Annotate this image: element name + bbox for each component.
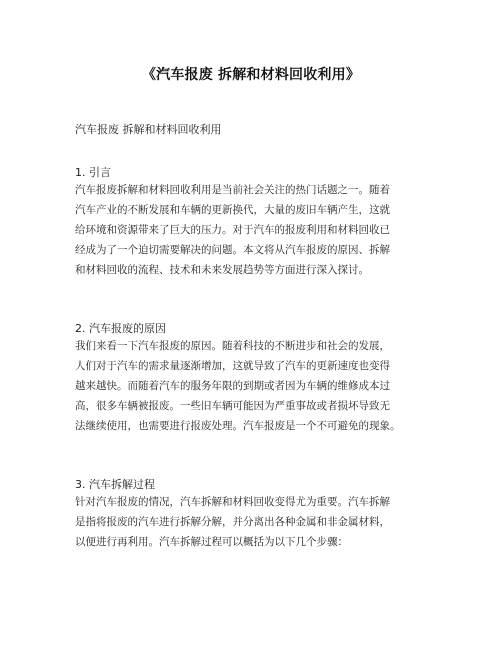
paragraph-line: 经成为了一个迫切需要解决的问题。本文将从汽车报废的原因、拆解	[75, 244, 390, 256]
paragraph-line: 给环境和资源带来了巨大的压力。对于汽车的报废利用和材料回收已	[75, 224, 390, 236]
paragraph-line: 汽车报废拆解和材料回收利用是当前社会关注的热门话题之一。随着	[75, 184, 390, 196]
document-subtitle: 汽车报废 拆解和材料回收利用	[75, 123, 222, 136]
paragraph-line: 高，很多车辆被报废。一些旧车辆可能因为严重事故或者损坏导致无	[75, 400, 390, 412]
section-paragraph-scrapping-reasons	[75, 336, 455, 436]
section-heading-scrapping-reasons: 2. 汽车报废的原因	[75, 322, 166, 335]
section-paragraph-dismantling-process	[75, 492, 455, 552]
paragraph-line: 针对汽车报废的情况，汽车拆解和材料回收变得尤为重要。汽车拆解	[75, 496, 390, 508]
section-paragraph-introduction	[75, 180, 455, 280]
document-title: 《汽车报废 拆解和材料回收利用》	[141, 67, 361, 83]
paragraph-line: 越来越快。而随着汽车的服务年限的到期或者因为车辆的维修成本过	[75, 380, 390, 392]
paragraph-line: 法继续使用，也需要进行报废处理。汽车报废是一个不可避免的现象。	[75, 420, 401, 432]
paragraph-line: 和材料回收的流程、技术和未来发展趋势等方面进行深入探讨。	[75, 264, 369, 276]
section-heading-introduction: 1. 引言	[75, 166, 111, 179]
section-heading-dismantling-process: 3. 汽车拆解过程	[75, 478, 155, 491]
paragraph-line: 是指将报废的汽车进行拆解分解，并分离出各种金属和非金属材料，	[75, 516, 390, 528]
paragraph-line: 汽车产业的不断发展和车辆的更新换代，大量的废旧车辆产生，这就	[75, 204, 390, 216]
paragraph-line: 我们来看一下汽车报废的原因。随着科技的不断进步和社会的发展，	[75, 340, 390, 352]
paragraph-line: 以便进行再利用。汽车拆解过程可以概括为以下几个步骤：	[75, 536, 348, 548]
paragraph-line: 人们对于汽车的需求量逐渐增加，这就导致了汽车的更新速度也变得	[75, 360, 390, 372]
